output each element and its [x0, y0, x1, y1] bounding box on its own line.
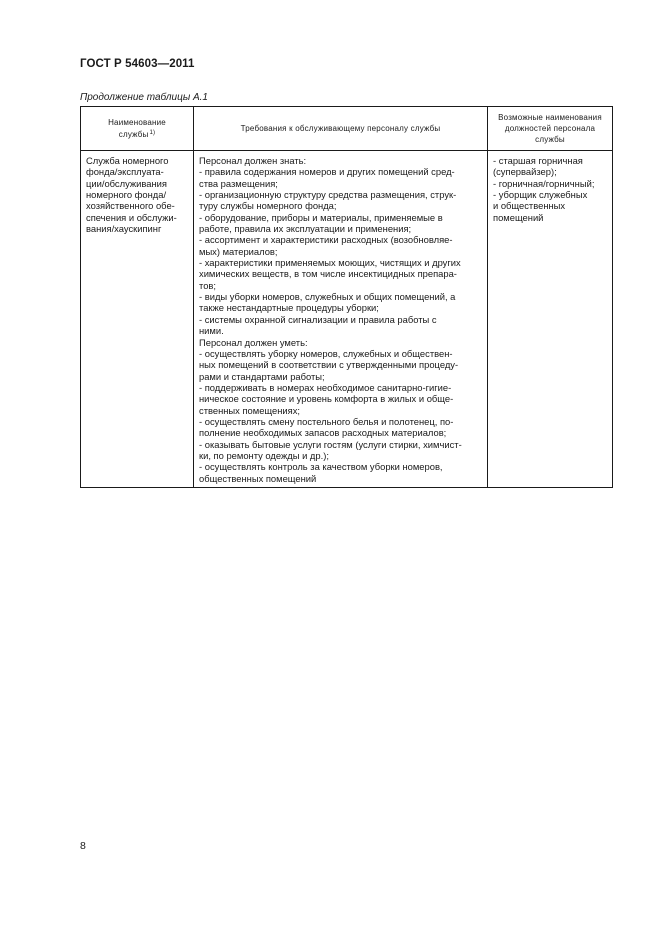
text-line: Персонал должен знать: [199, 155, 307, 166]
text-line: (супервайзер); [493, 166, 557, 178]
text-line: - характеристики применяемых моющих, чистящих и других [199, 257, 461, 269]
text-line: Служба номерного [86, 155, 169, 166]
text-line: фонда/эксплуата- [86, 166, 164, 178]
footnote-marker: 1) [149, 130, 156, 136]
text-line: ними. [199, 325, 224, 337]
text-line: помещений [493, 211, 544, 223]
text-line: туру службы номерного фонда; [199, 200, 337, 212]
text-line: - оборудование, приборы и материалы, применяемые в [199, 211, 443, 223]
table-caption: Продолжение таблицы А.1 [80, 92, 208, 103]
header-line: должностей персонала [504, 124, 596, 133]
text-line: - оказывать бытовые услуги гостям (услуги стирки, химчист- [199, 438, 462, 450]
text-line: - поддерживать в номерах необходимое санитарно-гигие- [199, 381, 452, 393]
table-header-row [81, 107, 613, 151]
text-line: и общественных [493, 200, 566, 212]
text-line: вания/хаускипинг [86, 223, 162, 235]
text-line: - осуществлять контроль за качеством уборки номеров, [199, 461, 443, 473]
requirements-cell [194, 151, 488, 488]
text-line: - уборщик служебных [493, 189, 588, 201]
text-line: также нестандартные процедуры уборки; [199, 302, 379, 314]
column-header-service [81, 107, 194, 151]
text-line: номерного фонда/ [86, 189, 167, 201]
header-line: Наименование [108, 118, 166, 127]
header-line: Возможные наименования [498, 113, 602, 122]
text-line: ства размещения; [199, 177, 278, 189]
text-line: мых) материалов; [199, 245, 278, 257]
text-line: ственных помещениях; [199, 404, 301, 416]
text-line: - ассортимент и характеристики расходных (возобновляе- [199, 234, 453, 246]
text-line: - осуществлять уборку номеров, служебных и обществен- [199, 347, 453, 359]
text-line: Персонал должен уметь: [199, 336, 308, 348]
page-number: 8 [80, 840, 86, 852]
text-line: тов; [199, 279, 216, 291]
text-line: химических веществ, в том числе инсектицидных препара- [199, 268, 457, 280]
text-line: - осуществлять смену постельного белья и полотенец, по- [199, 415, 454, 427]
text-line: - горничная/горничный; [493, 177, 595, 189]
text-line: работе, правила их эксплуатации и применения; [199, 223, 412, 235]
text-line: - системы охранной сигнализации и правила работы с [199, 313, 437, 325]
column-header-positions [488, 107, 613, 151]
table-row [81, 151, 613, 488]
text-line: общественных помещений [199, 472, 317, 484]
text-line: хозяйственного обе- [86, 200, 175, 212]
service-name-lines [86, 155, 188, 234]
header-line: службы$^{1)}$ [118, 130, 156, 139]
service-name-cell [81, 151, 194, 488]
text-line: ки, по ремонту одежды и др.); [199, 449, 329, 461]
positions-cell [488, 151, 613, 488]
text-line: - виды уборки номеров, служебных и общих помещений, а [199, 291, 456, 303]
text-line: - организационную структуру средства размещения, струк- [199, 189, 457, 201]
requirements-lines [199, 155, 482, 484]
requirements-table [80, 106, 613, 488]
text-line: спечения и обслужи- [86, 211, 177, 223]
positions-lines [493, 155, 607, 223]
text-line: полнение необходимых запасов расходных материалов; [199, 427, 447, 439]
text-line: рами и стандартами работы; [199, 370, 325, 382]
text-line: ническое состояние и уровень комфорта в жилых и обще- [199, 393, 454, 405]
header-line: Требования к обслуживающему персоналу службы [240, 124, 441, 133]
text-line: ции/обслуживания [86, 177, 167, 189]
text-line: ных помещений в соответствии с утвержденными процеду- [199, 359, 459, 371]
text-line: - правила содержания номеров и других помещений сред- [199, 166, 455, 178]
column-header-requirements [194, 107, 488, 151]
header-line: службы [535, 135, 565, 144]
document-header: ГОСТ Р 54603—2011 [80, 58, 195, 70]
text-line: - старшая горничная [493, 155, 583, 166]
